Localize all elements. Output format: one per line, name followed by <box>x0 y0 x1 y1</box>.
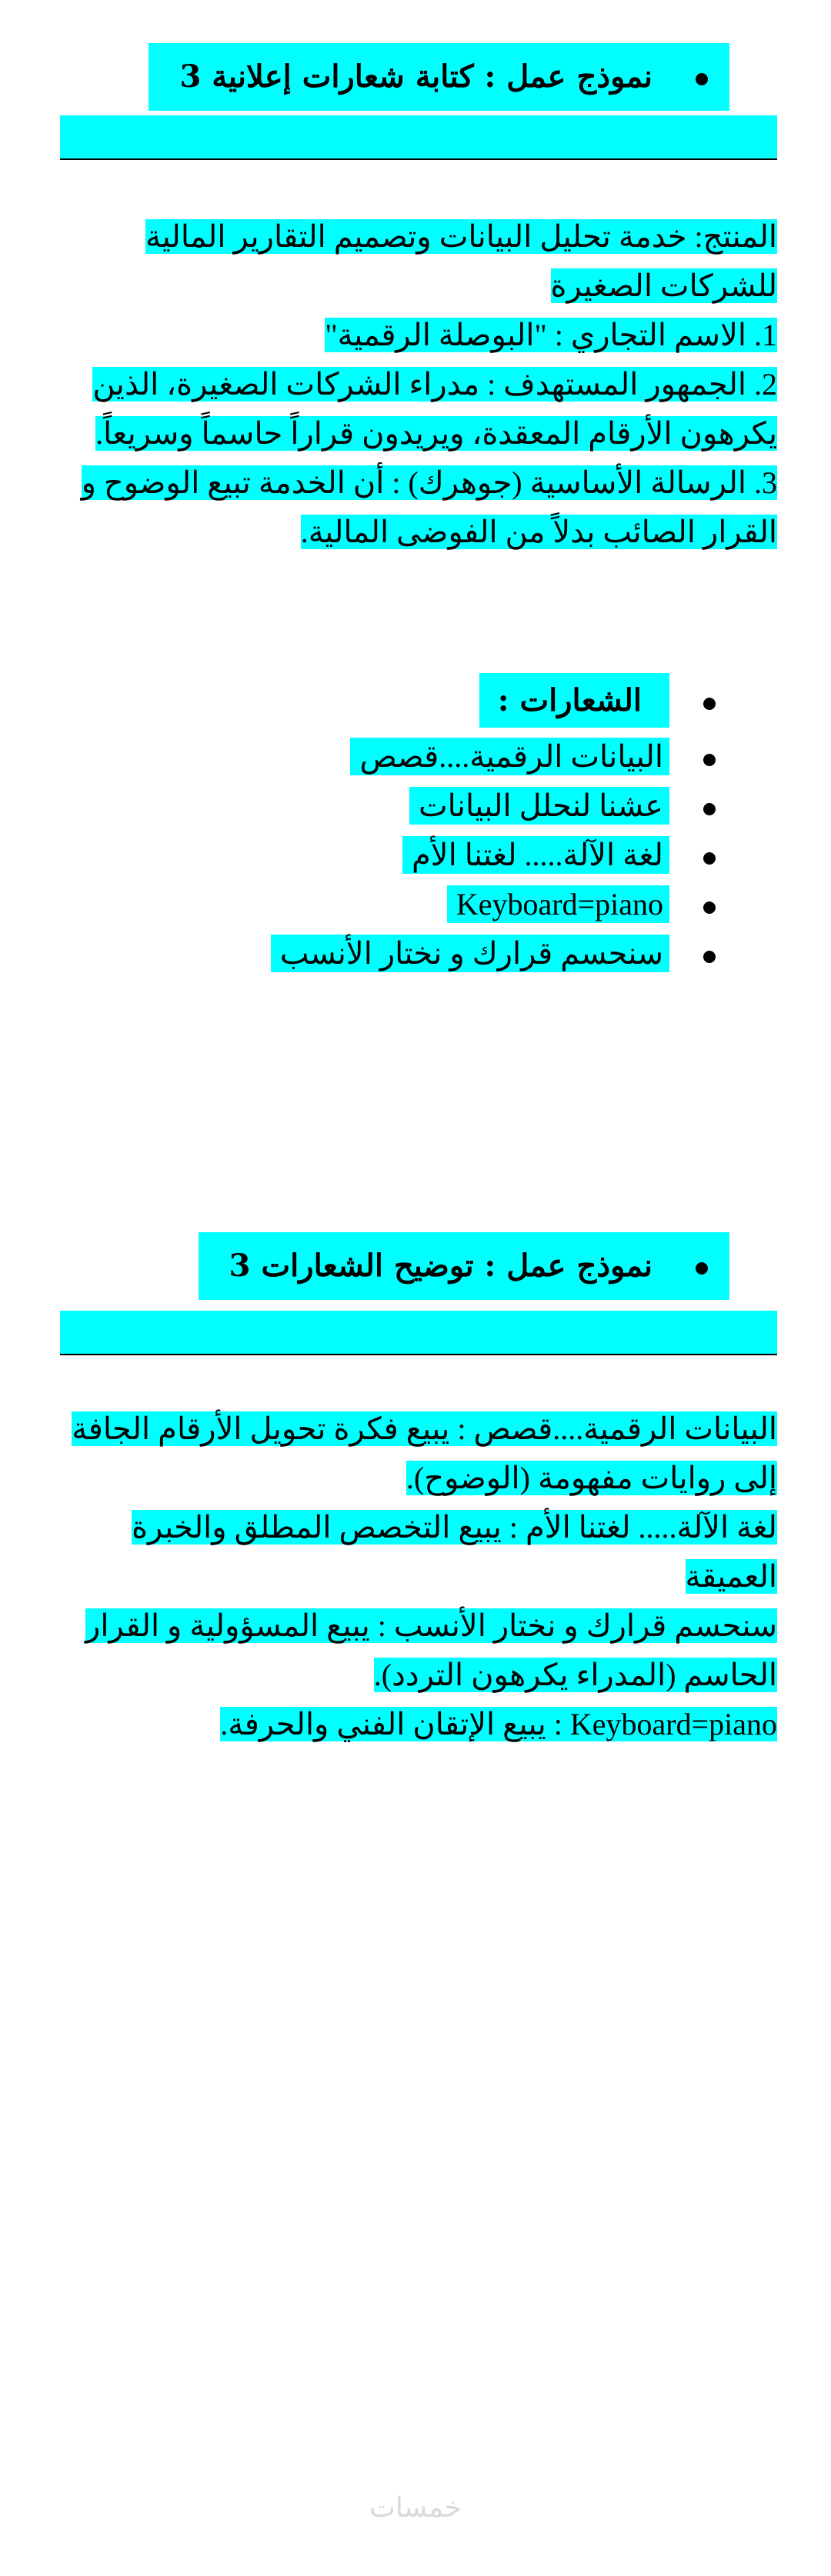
explanation-item: لغة الآلة..... لغتنا الأم : يبيع التخصص المطلق والخبرة العميقة <box>132 1510 777 1594</box>
bullet-icon <box>696 73 708 85</box>
slogan-item: لغة الآلة..... لغتنا الأم <box>271 831 716 880</box>
bullet-icon <box>703 852 716 865</box>
slogan-item: سنحسم قرارك و نختار الأنسب <box>271 929 716 978</box>
bullet-icon <box>703 951 716 963</box>
section2-heading-underline <box>60 1311 777 1355</box>
watermark: خمسات <box>369 2492 462 2524</box>
section1-heading-text: نموذج عمل : كتابة شعارات إعلانية <box>212 58 652 95</box>
product-description: المنتج: خدمة تحليل البيانات وتصميم التقارير المالية للشركات الصغيرة <box>145 219 777 303</box>
slogans-list <box>271 669 716 978</box>
explanation-item: البيانات الرقمية....قصص : يبيع فكرة تحويل الأرقام الجافة إلى روايات مفهومة (الوضوح). <box>72 1411 777 1495</box>
slogans-title: الشعارات : <box>271 669 716 732</box>
point-target-audience: 2. الجمهور المستهدف : مدراء الشركات الصغيرة، الذين يكرهون الأرقام المعقدة، ويريدون قراراً حاسماً وسريعاً. <box>92 367 777 451</box>
section1-body <box>60 212 777 557</box>
section1-heading-number: 3 <box>179 58 202 95</box>
section2-body <box>60 1405 777 1749</box>
section2-heading <box>199 1232 729 1300</box>
bullet-icon <box>703 803 716 815</box>
bullet-icon <box>703 901 716 914</box>
section2-heading-text: نموذج عمل : توضيح الشعارات <box>261 1248 652 1284</box>
point-core-message: 3. الرسالة الأساسية (جوهرك) : أن الخدمة تبيع الوضوح و القرار الصائب بدلاً من الفوضى المالية. <box>81 465 777 549</box>
section1-heading-underline <box>60 115 777 160</box>
point-brand-name: 1. الاسم التجاري : "البوصلة الرقمية" <box>325 318 777 352</box>
explanation-item: سنحسم قرارك و نختار الأنسب : يبيع المسؤولية و القرار الحاسم (المدراء يكرهون التردد). <box>85 1608 777 1692</box>
slogan-item: Keyboard=piano <box>271 880 716 929</box>
explanation-item: Keyboard=piano : يبيع الإتقان الفني والحرفة. <box>220 1707 777 1741</box>
section1-heading <box>149 43 729 111</box>
bullet-icon <box>696 1262 708 1275</box>
slogan-item: عشنا لنحلل البيانات <box>271 781 716 831</box>
slogan-item: البيانات الرقمية....قصص <box>271 732 716 781</box>
section2-heading-number: 3 <box>229 1248 251 1284</box>
bullet-icon <box>703 698 716 710</box>
bullet-icon <box>703 754 716 766</box>
